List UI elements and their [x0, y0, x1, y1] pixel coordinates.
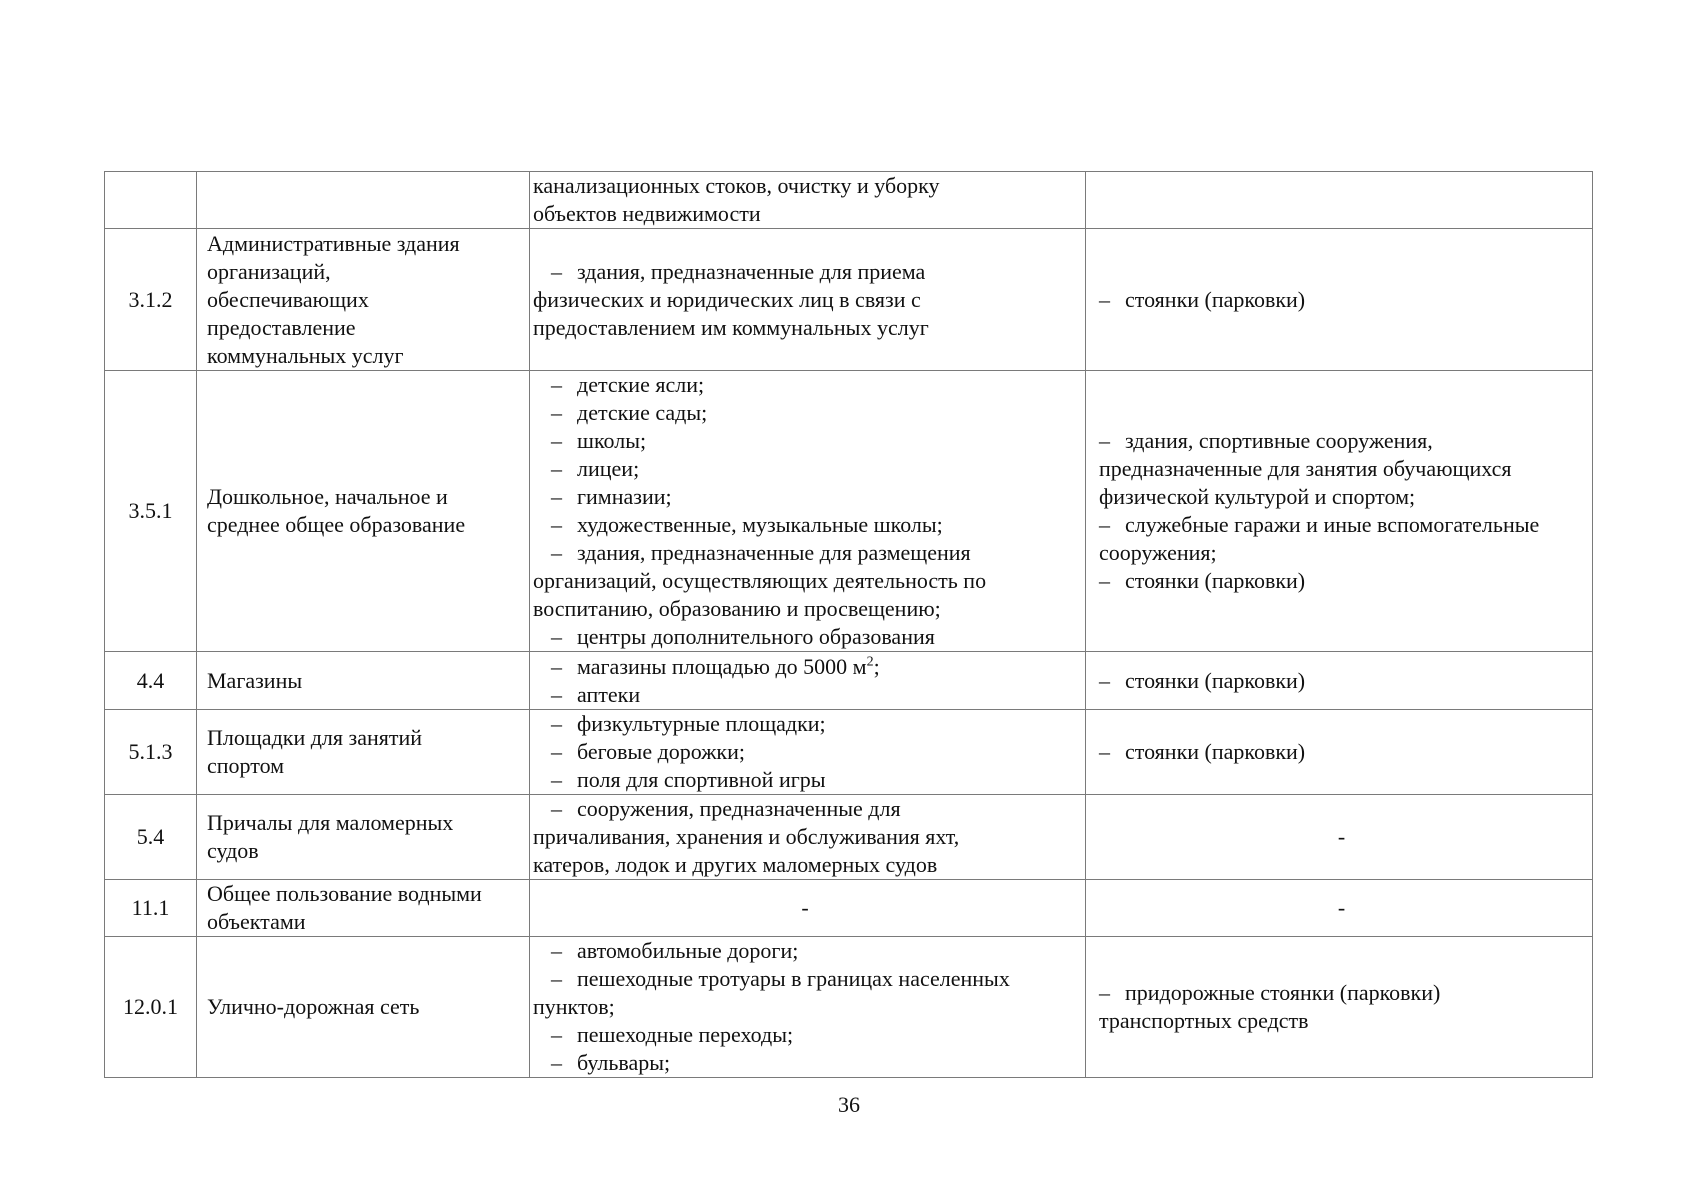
- list-item: – стоянки (парковки): [1099, 667, 1306, 693]
- table-row: [105, 710, 1593, 795]
- list-item: – аптеки: [551, 681, 641, 707]
- dash-mark: –: [551, 512, 562, 537]
- text-line: организаций,: [207, 258, 331, 284]
- list-item: – центры дополнительного образования: [551, 624, 935, 649]
- main-use-cell: [530, 710, 1086, 795]
- code-cell: [105, 172, 197, 229]
- dash-mark: –: [551, 739, 562, 764]
- dash-mark: –: [551, 372, 562, 397]
- list-item: – здания, спортивные сооружения,: [1099, 428, 1433, 453]
- main-use-cell: [530, 652, 1086, 710]
- text-line: Причалы для маломерных: [207, 810, 454, 835]
- list-item: – сооружения, предназначенные для: [551, 796, 901, 821]
- dash-mark: –: [551, 767, 562, 792]
- aux-use-cell: [1086, 937, 1593, 1078]
- text-line: предназначенные для занятия обучающихся: [1099, 456, 1512, 481]
- dash-mark: –: [1099, 428, 1110, 453]
- dash-mark: –: [551, 653, 562, 679]
- table-row: [105, 795, 1593, 880]
- code-cell: 3.1.2: [105, 229, 197, 371]
- dash-mark: –: [1099, 568, 1110, 593]
- dash-mark: –: [551, 400, 562, 425]
- list-item: – лицеи;: [551, 456, 640, 481]
- text-line: Дошкольное, начальное и: [207, 484, 448, 509]
- dash-mark: –: [551, 428, 562, 453]
- text-line: Площадки для занятий: [207, 725, 423, 750]
- list-item: – магазины площадью до 5000 $м^2$;: [551, 653, 880, 679]
- main-use-cell: -: [530, 880, 1086, 937]
- main-use-cell: [530, 229, 1086, 371]
- list-item: – здания, предназначенные для приема: [551, 258, 926, 284]
- list-item: – придорожные стоянки (парковки): [1099, 980, 1441, 1005]
- name-cell: [197, 172, 530, 229]
- main-use-cell: [530, 172, 1086, 229]
- text-line: объектами: [207, 909, 306, 934]
- text-line: воспитанию, образованию и просвещению;: [533, 596, 941, 621]
- dash-mark: –: [551, 540, 562, 565]
- text-line: причаливания, хранения и обслуживания яхт,: [533, 824, 960, 849]
- text-line: коммунальных услуг: [207, 342, 404, 368]
- text-line: судов: [207, 838, 259, 863]
- list-item: – детские сады;: [551, 400, 708, 425]
- code-cell: 12.0.1: [105, 937, 197, 1078]
- code-cell: 3.5.1: [105, 371, 197, 652]
- dash-mark: –: [551, 456, 562, 481]
- text-line: сооружения;: [1099, 540, 1217, 565]
- list-item: – пешеходные тротуары в границах населенных: [551, 966, 1010, 991]
- dash-mark: –: [551, 796, 562, 821]
- name-cell: [197, 880, 530, 937]
- text-line: физических и юридических лиц в связи с: [533, 286, 921, 312]
- table-row: [105, 937, 1593, 1078]
- name-cell: [197, 652, 530, 710]
- aux-use-cell: -: [1086, 795, 1593, 880]
- code-cell: 5.4: [105, 795, 197, 880]
- dash-mark: –: [551, 938, 562, 963]
- dash-mark: –: [551, 681, 562, 707]
- land-use-table: [104, 171, 1593, 1078]
- code-cell: 5.1.3: [105, 710, 197, 795]
- dash-mark: –: [551, 484, 562, 509]
- aux-use-cell: -: [1086, 880, 1593, 937]
- text-line: физической культурой и спортом;: [1099, 484, 1416, 509]
- aux-use-cell: [1086, 371, 1593, 652]
- text-line: спортом: [207, 753, 285, 778]
- name-cell: [197, 795, 530, 880]
- text-line: среднее общее образование: [207, 512, 466, 537]
- list-item: – поля для спортивной игры: [551, 767, 826, 792]
- list-item: – стоянки (парковки): [1099, 568, 1306, 593]
- table-row: [105, 371, 1593, 652]
- list-item: – школы;: [551, 428, 647, 453]
- text-line: организаций, осуществляющих деятельность по: [533, 568, 987, 593]
- main-use-cell: [530, 937, 1086, 1078]
- code-cell: 11.1: [105, 880, 197, 937]
- text-line: Улично-дорожная сеть: [207, 994, 420, 1019]
- text-line: Магазины: [207, 667, 303, 693]
- code-cell: 4.4: [105, 652, 197, 710]
- dash-mark: –: [1099, 739, 1110, 764]
- list-item: – физкультурные площадки;: [551, 711, 826, 736]
- list-item: – пешеходные переходы;: [551, 1022, 794, 1047]
- list-item: – беговые дорожки;: [551, 739, 745, 764]
- dash-mark: –: [1099, 512, 1110, 537]
- aux-use-cell: [1086, 172, 1593, 229]
- text-line: транспортных средств: [1099, 1008, 1309, 1033]
- table-row: [105, 172, 1593, 229]
- dash-mark: –: [551, 258, 562, 284]
- text-line: Административные здания: [207, 230, 460, 256]
- superscript: 2: [866, 654, 874, 670]
- dash-mark: –: [551, 1022, 562, 1047]
- page-number: 36: [838, 1092, 860, 1117]
- text-line: предоставление: [207, 314, 356, 340]
- name-cell: [197, 371, 530, 652]
- list-item: – бульвары;: [551, 1050, 671, 1075]
- text-line: обеспечивающих: [207, 286, 369, 312]
- dash-mark: –: [1099, 667, 1110, 693]
- table-row: [105, 229, 1593, 371]
- list-item: – стоянки (парковки): [1099, 739, 1306, 764]
- list-item: – стоянки (парковки): [1099, 286, 1306, 312]
- text-line: катеров, лодок и других маломерных судов: [533, 852, 938, 877]
- text-line: объектов недвижимости: [533, 201, 761, 226]
- name-cell: [197, 229, 530, 371]
- dash-mark: –: [551, 624, 562, 649]
- text-line: предоставлением им коммунальных услуг: [533, 314, 929, 340]
- aux-use-cell: [1086, 229, 1593, 371]
- main-use-cell: [530, 795, 1086, 880]
- list-item: – детские ясли;: [551, 372, 705, 397]
- dash-mark: –: [551, 966, 562, 991]
- text-line: канализационных стоков, очистку и уборку: [533, 173, 940, 198]
- name-cell: [197, 937, 530, 1078]
- list-item: – служебные гаражи и иные вспомогательные: [1099, 512, 1540, 537]
- aux-use-cell: [1086, 652, 1593, 710]
- table-row: [105, 652, 1593, 710]
- text-line: Общее пользование водными: [207, 881, 482, 906]
- text-line: пунктов;: [533, 994, 615, 1019]
- list-item: – художественные, музыкальные школы;: [551, 512, 943, 537]
- list-item: – автомобильные дороги;: [551, 938, 799, 963]
- main-use-cell: [530, 371, 1086, 652]
- list-item: – здания, предназначенные для размещения: [551, 540, 971, 565]
- name-cell: [197, 710, 530, 795]
- list-item: – гимназии;: [551, 484, 672, 509]
- dash-mark: –: [551, 711, 562, 736]
- dash-mark: –: [1099, 980, 1110, 1005]
- dash-mark: –: [551, 1050, 562, 1075]
- dash-mark: –: [1099, 286, 1110, 312]
- aux-use-cell: [1086, 710, 1593, 795]
- table-row: [105, 880, 1593, 937]
